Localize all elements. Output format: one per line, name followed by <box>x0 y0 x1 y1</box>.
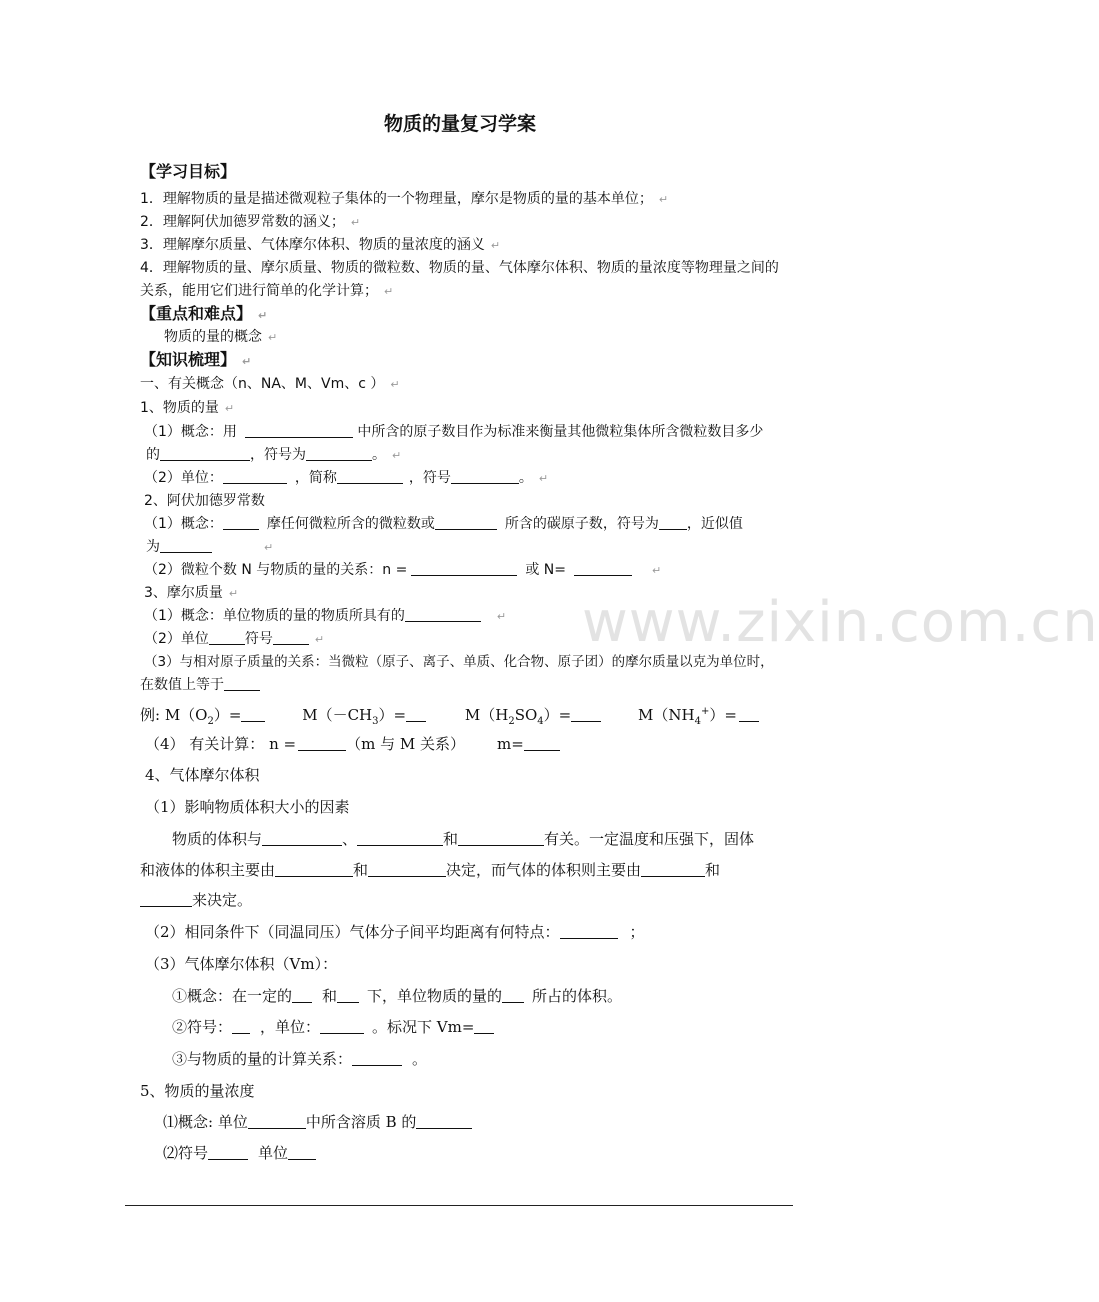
answer-blank[interactable] <box>474 1019 494 1034</box>
answer-blank[interactable] <box>232 1019 250 1034</box>
answer-blank[interactable] <box>405 607 481 622</box>
paragraph-mark-icon: ↵ <box>264 541 274 554</box>
answer-blank[interactable] <box>416 1114 472 1129</box>
s3-line-3: （3）与相对原子质量的关系：当微粒（原子、离子、单质、化合物、原子团）的摩尔质量以克为单位时， <box>144 654 774 670</box>
goal-item-1: 1．理解物质的量是描述微观粒子集体的一个物理量，摩尔是物质的量的基本单位； ↵ <box>140 191 669 207</box>
paragraph-mark-icon: ↵ <box>658 193 669 206</box>
answer-blank[interactable] <box>223 515 259 530</box>
goal-item-4: 4．理解物质的量、摩尔质量、物质的微粒数、物质的量、气体摩尔体积、物质的量浓度等物理量之间的 <box>140 260 779 276</box>
s4-p1: （1）影响物质体积大小的因素 <box>145 798 350 816</box>
s1-line-1: （1）概念：用 中所含的原子数目作为标准来衡量其他微粒集体所含微粒数目多少 <box>144 424 764 440</box>
paragraph-mark-icon: ↵ <box>228 587 239 600</box>
answer-blank[interactable] <box>275 862 353 877</box>
paragraph-mark-icon: ↵ <box>258 309 268 322</box>
answer-blank[interactable] <box>248 1114 306 1129</box>
paragraph-mark-icon: ↵ <box>350 216 361 229</box>
s2-line-1: （1）概念： 摩任何微粒所含的微粒数或 所含的碳原子数，符号为 ，近似值 <box>144 516 743 532</box>
goal-item-3: 3．理解摩尔质量、气体摩尔体积、物质的量浓度的涵义 ↵ <box>140 237 501 253</box>
s4-text-3: 来决定。 <box>140 890 252 910</box>
answer-blank[interactable] <box>223 469 287 484</box>
s4-c3: ③与物质的量的计算关系： 。 <box>172 1050 428 1068</box>
answer-blank[interactable] <box>739 707 759 722</box>
answer-blank[interactable] <box>571 707 601 722</box>
key-header: 【重点和难点】 ↵ <box>140 304 268 323</box>
answer-blank[interactable] <box>368 862 446 877</box>
watermark: www.zixin.com.cn <box>582 590 1099 655</box>
paragraph-mark-icon: ↵ <box>392 449 402 462</box>
answer-blank[interactable] <box>140 892 192 907</box>
answer-blank[interactable] <box>337 469 403 484</box>
s4-text-2: 和液体的体积主要由 和 决定，而气体的体积则主要由 和 <box>140 861 721 879</box>
s3-title: 3、摩尔质量 ↵ <box>144 585 239 601</box>
answer-blank[interactable] <box>292 988 312 1003</box>
s4-p3: （3）气体摩尔体积（Vm）： <box>145 955 338 973</box>
answer-blank[interactable] <box>320 1019 364 1034</box>
answer-blank[interactable] <box>659 515 687 530</box>
paragraph-mark-icon: ↵ <box>242 355 252 368</box>
paragraph-mark-icon: ↵ <box>652 564 662 577</box>
answer-blank[interactable] <box>245 423 353 438</box>
answer-blank[interactable] <box>337 988 359 1003</box>
answer-blank[interactable] <box>451 469 519 484</box>
paragraph-mark-icon: ↵ <box>314 633 325 646</box>
goal-item-2: 2．理解阿伏加德罗常数的涵义； ↵ <box>140 214 361 230</box>
s1-line-3: （2）单位： ，简称 ，符号 。 ↵ <box>144 470 549 486</box>
answer-blank[interactable] <box>288 1145 316 1160</box>
paragraph-mark-icon: ↵ <box>384 285 394 298</box>
concepts-heading: 一、有关概念（n、NA、M、Vm、c ） ↵ <box>140 376 400 392</box>
answer-blank[interactable] <box>357 831 443 846</box>
answer-blank[interactable] <box>502 988 524 1003</box>
answer-blank[interactable] <box>352 1051 402 1066</box>
answer-blank[interactable] <box>209 630 245 645</box>
answer-blank[interactable] <box>241 707 265 722</box>
s3-line-4: 在数值上等于 <box>140 675 260 695</box>
goal-item-4-cont: 关系，能用它们进行简单的化学计算； ↵ <box>140 283 394 299</box>
key-text: 物质的量的概念 ↵ <box>164 329 278 345</box>
s2-line-2: 为 ↵ <box>146 539 274 555</box>
answer-blank[interactable] <box>298 736 346 751</box>
s4-p2: （2）相同条件下（同温同压）气体分子间平均距离有何特点： ； <box>145 923 645 941</box>
paragraph-mark-icon: ↵ <box>490 239 501 252</box>
s4-c1: ①概念：在一定的 和 下，单位物质的量的 所占的体积。 <box>172 987 623 1005</box>
s4-c2: ②符号： ，单位： 。标况下 Vm= <box>172 1017 494 1037</box>
s5-title: 5、物质的量浓度 <box>140 1082 255 1100</box>
s3-calc: （4） 有关计算： n = （m 与 M 关系） m= <box>145 734 560 754</box>
answer-blank[interactable] <box>306 446 372 461</box>
answer-blank[interactable] <box>641 862 705 877</box>
s1-title: 1、物质的量 ↵ <box>140 400 235 416</box>
paragraph-mark-icon: ↵ <box>390 378 400 391</box>
answer-blank[interactable] <box>560 924 618 939</box>
answer-blank[interactable] <box>224 676 260 691</box>
paragraph-mark-icon: ↵ <box>538 472 549 485</box>
s2-title: 2、阿伏加德罗常数 <box>144 493 265 509</box>
s1-line-2: 的 ，符号为 。 ↵ <box>146 447 402 463</box>
answer-blank[interactable] <box>435 515 497 530</box>
answer-blank[interactable] <box>160 446 250 461</box>
answer-blank[interactable] <box>406 707 426 722</box>
goals-header: 【学习目标】 <box>140 162 237 181</box>
footer-divider <box>125 1205 793 1206</box>
paragraph-mark-icon: ↵ <box>268 331 278 344</box>
paragraph-mark-icon: ↵ <box>224 402 235 415</box>
answer-blank[interactable] <box>411 561 517 576</box>
paragraph-mark-icon: ↵ <box>496 610 507 623</box>
s3-examples: 例: $M(O_2)= M(-CH_3)= M(H_2SO_4)= M(NH_4^+)=$ <box>140 702 759 732</box>
answer-blank[interactable] <box>524 736 560 751</box>
answer-blank[interactable] <box>273 630 309 645</box>
s3-line-1: （1）概念：单位物质的量的物质所具有的 ↵ <box>144 608 507 624</box>
review-header: 【知识梳理】 ↵ <box>140 350 252 369</box>
answer-blank[interactable] <box>574 561 632 576</box>
s4-text-1: 物质的体积与 、 和 有关。一定温度和压强下，固体 <box>172 830 755 848</box>
s5-line-1: ⑴概念: 单位 中所含溶质 B 的 <box>163 1112 472 1132</box>
s5-line-2: ⑵符号 单位 <box>163 1143 316 1163</box>
answer-blank[interactable] <box>458 831 544 846</box>
page-title: 物质的量复习学案 <box>383 113 536 135</box>
s4-title: 4、气体摩尔体积 <box>145 766 260 784</box>
answer-blank[interactable] <box>208 1145 248 1160</box>
s2-line-3: （2）微粒个数 N 与物质的量的关系：n = 或 N= ↵ <box>144 562 662 578</box>
answer-blank[interactable] <box>160 538 212 553</box>
s3-line-2: （2）单位 符号 ↵ <box>144 631 325 647</box>
answer-blank[interactable] <box>262 831 342 846</box>
